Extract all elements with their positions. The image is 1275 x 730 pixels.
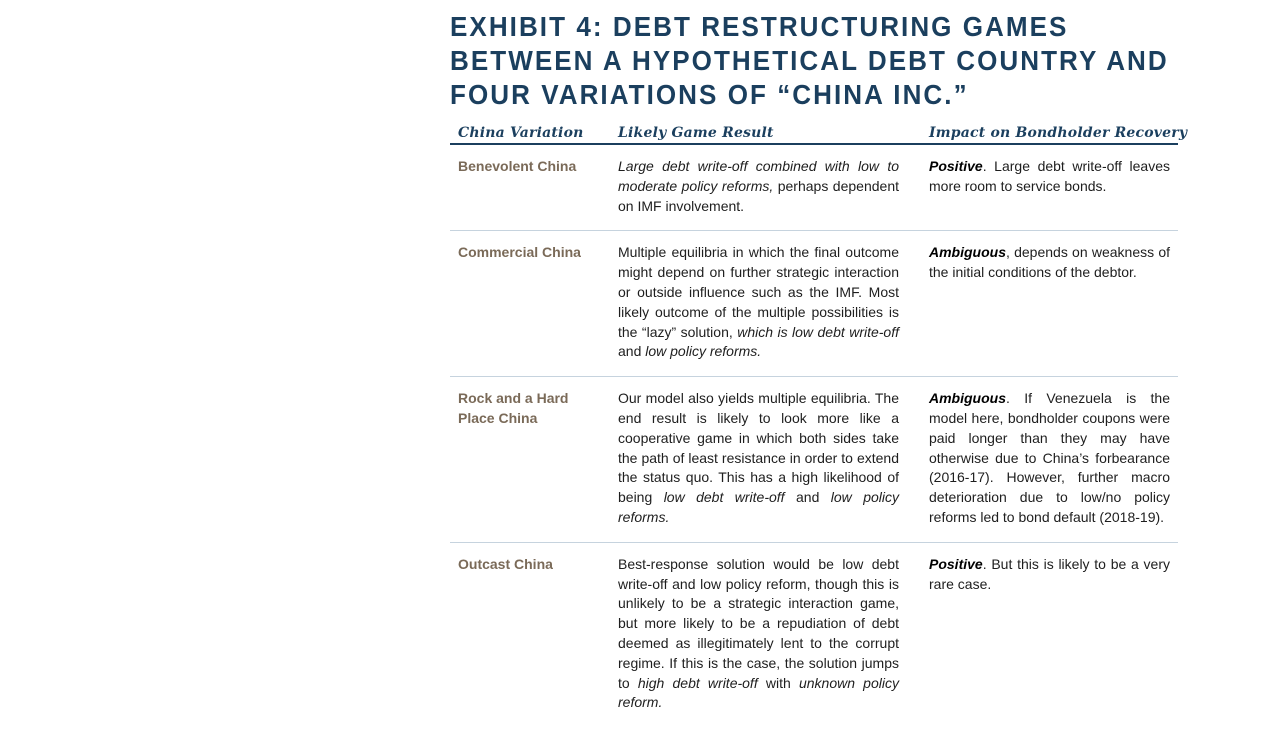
restructuring-games-table <box>450 123 1188 727</box>
exhibit <box>450 10 1188 727</box>
header-china-variation: China Variation <box>450 123 610 144</box>
impact-text: . Large debt write-off leaves more room to service bonds. <box>929 158 1170 194</box>
result-text: Multiple equilibria in which the final outcome might depend on further strategic interaction or outside influence such as the IMF. Most likely outcome of the multiple possibilities is the “lazy” solution, <box>618 244 899 340</box>
result-emphasis: low policy reforms. <box>645 343 762 360</box>
table-header-row <box>450 123 1178 144</box>
result-emphasis: unknown policy reform. <box>618 674 899 711</box>
impact-label: Positive <box>929 158 983 174</box>
header-likely-game-result: Likely Game Result <box>610 123 921 144</box>
result-text: with <box>757 674 799 691</box>
result-text: and <box>618 343 646 360</box>
exhibit-title: EXHIBIT 4: DEBT RESTRUCTURING GAMES BETWEEN A HYPOTHETICAL DEBT COUNTRY AND FOUR VARIATIONS OF “CHINA INC.” <box>450 11 1169 110</box>
impact-text: , depends on weakness of the initial conditions of the debtor. <box>929 244 1170 281</box>
result-emphasis: low debt write-off <box>663 489 785 506</box>
impact-cell <box>921 377 1178 543</box>
result-emphasis: which is low debt write-off <box>737 323 899 340</box>
variation-cell: Outcast China <box>458 555 553 572</box>
table-row <box>450 377 1178 543</box>
impact-cell <box>921 231 1178 377</box>
result-text: Best-response solution would be low debt write-off and low policy reform, though this is unlikely to be a strategic interaction game, but more likely to be a repudiation of debt deemed as illegitimately lent to the corrupt regime. If this is the case, the solution jumps to <box>618 555 899 691</box>
impact-cell <box>921 542 1178 727</box>
result-cell <box>610 231 921 377</box>
result-cell <box>610 377 921 543</box>
table-row <box>450 231 1178 377</box>
impact-text: . If Venezuela is the model here, bondholder coupons were paid longer than they may have otherwise due to China’s forbearance (2016-17). However, further macro deterioration due to low/no policy reforms led to bond default (2018-19). <box>929 390 1170 525</box>
table-row <box>450 144 1178 231</box>
header-impact-on-bondholder-recovery: Impact on Bondholder Recovery <box>921 123 1178 144</box>
result-text: Our model also yields multiple equilibria. The end result is likely to look more like a cooperative game in which both sides take the path of least resistance in order to extend the status quo. This has a high likelihood of being <box>618 390 899 506</box>
result-cell <box>610 144 921 231</box>
result-emphasis: Large debt write-off combined with low to moderate policy reforms, <box>618 158 899 194</box>
impact-label: Ambiguous <box>929 244 1006 261</box>
variation-cell: Rock and a Hard Place China <box>450 377 610 543</box>
impact-label: Positive <box>929 555 983 572</box>
variation-cell: Benevolent China <box>450 144 610 231</box>
variation-cell: Commercial China <box>450 231 610 377</box>
result-text: and <box>784 489 831 506</box>
result-cell <box>610 542 921 727</box>
impact-text: . But this is likely to be a very rare case. <box>929 555 1170 592</box>
result-emphasis: low policy reforms. <box>618 489 899 525</box>
impact-label: Ambiguous <box>929 390 1006 407</box>
result-emphasis: high debt write-off <box>637 674 758 691</box>
result-text: perhaps dependent on IMF involvement. <box>618 177 899 214</box>
impact-cell <box>921 144 1178 231</box>
table-row <box>450 542 1178 727</box>
